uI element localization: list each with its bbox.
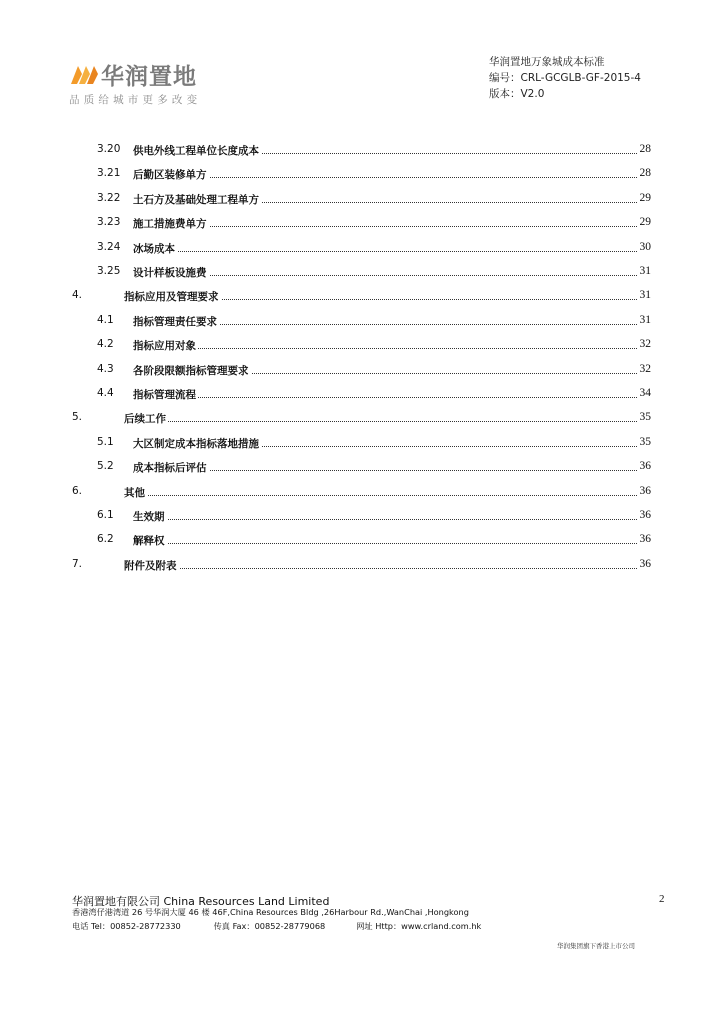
company-logo (69, 58, 239, 106)
toc-entry-page: 31 (639, 265, 651, 277)
toc-entry-number: 3.25 (97, 265, 121, 277)
footer-contact (72, 921, 481, 932)
toc-leader-dots (133, 225, 637, 227)
toc-entry[interactable] (0, 436, 724, 452)
footer-address: 香港湾仔港湾道 26 号华润大厦 46 楼 46F,China Resources Bldg ,26Harbour Rd.,WanChai ,Hongkong (72, 907, 469, 917)
toc-entry-page: 28 (639, 167, 651, 179)
logo-text: 华润置地 (101, 64, 197, 90)
toc-entry-title: 供电外线工程单位长度成本 (133, 145, 259, 157)
toc-entry[interactable] (0, 314, 724, 330)
page-number: 2 (659, 893, 665, 905)
toc-entry[interactable] (0, 289, 724, 305)
toc-entry-number: 6.2 (97, 533, 114, 545)
toc-entry-page: 35 (639, 411, 651, 423)
toc-entry[interactable] (0, 241, 724, 257)
toc-entry-title: 指标应用对象 (133, 340, 196, 352)
toc-entry[interactable] (0, 558, 724, 574)
toc-entry-page: 35 (639, 436, 651, 448)
toc-entry-title: 附件及附表 (124, 560, 177, 572)
toc-entry-page: 28 (639, 143, 651, 155)
toc-entry[interactable] (0, 216, 724, 232)
toc-entry[interactable] (0, 192, 724, 208)
toc-entry-number: 6. (72, 485, 83, 497)
toc-entry-title: 土石方及基础处理工程单方 (133, 194, 259, 206)
toc-entry-page: 36 (639, 485, 651, 497)
toc-entry-title: 指标管理责任要求 (133, 316, 217, 328)
toc-entry-number: 3.22 (97, 192, 121, 204)
toc-leader-dots (124, 494, 637, 496)
toc-entry-page: 36 (639, 509, 651, 521)
toc-leader-dots (133, 347, 637, 349)
doc-title: 华润置地万象城成本标准 (489, 56, 605, 68)
toc-entry-title: 后续工作 (124, 413, 166, 425)
toc-leader-dots (133, 250, 637, 252)
doc-number: 编号：CRL-GCGLB-GF-2015-4 (489, 72, 641, 84)
toc-entry[interactable] (0, 460, 724, 476)
footer-fax: 传真 Fax：00852-28779068 (213, 921, 326, 931)
toc-entry-title: 解释权 (133, 535, 165, 547)
footer-company: 华润置地有限公司 China Resources Land Limited (72, 895, 330, 908)
toc-entry-page: 36 (639, 558, 651, 570)
toc-entry-page: 30 (639, 241, 651, 253)
toc-entry-title: 成本指标后评估 (133, 462, 207, 474)
toc-entry-page: 36 (639, 533, 651, 545)
toc-entry[interactable] (0, 338, 724, 354)
toc-leader-dots (124, 567, 637, 569)
toc-entry-number: 6.1 (97, 509, 114, 521)
toc-entry-title: 冰场成本 (133, 243, 175, 255)
toc-entry-number: 4. (72, 289, 83, 301)
toc-entry-title: 指标管理流程 (133, 389, 196, 401)
toc-entry-number: 5.2 (97, 460, 114, 472)
toc-entry-page: 36 (639, 460, 651, 472)
toc-entry-number: 7. (72, 558, 83, 570)
toc-entry-number: 3.24 (97, 241, 121, 253)
toc-entry-title: 生效期 (133, 511, 165, 523)
toc-entry-number: 3.21 (97, 167, 121, 179)
toc-entry-page: 34 (639, 387, 651, 399)
toc-leader-dots (133, 396, 637, 398)
toc-entry-number: 5.1 (97, 436, 114, 448)
toc-entry-number: 4.3 (97, 363, 114, 375)
toc-entry-title: 指标应用及管理要求 (124, 291, 219, 303)
toc-leader-dots (133, 518, 637, 520)
toc-entry-page: 32 (639, 338, 651, 350)
toc-entry[interactable] (0, 411, 724, 427)
toc-entry[interactable] (0, 533, 724, 549)
toc-entry[interactable] (0, 387, 724, 403)
toc-entry[interactable] (0, 167, 724, 183)
footer-web: 网址 Http：www.crland.com.hk (356, 921, 482, 931)
toc-leader-dots (133, 542, 637, 544)
toc-entry-number: 5. (72, 411, 83, 423)
toc-entry-number: 4.4 (97, 387, 114, 399)
toc-entry[interactable] (0, 143, 724, 159)
toc-entry-number: 4.2 (97, 338, 114, 350)
toc-entry-title: 后勤区装修单方 (133, 169, 207, 181)
document-header-info (489, 54, 641, 102)
toc-entry[interactable] (0, 363, 724, 379)
toc-entry-page: 31 (639, 314, 651, 326)
toc-entry-title: 设计样板设施费 (133, 267, 207, 279)
toc-leader-dots (133, 176, 637, 178)
toc-entry-title: 大区制定成本指标落地措施 (133, 438, 259, 450)
toc-entry-page: 29 (639, 216, 651, 228)
toc-entry-title: 施工措施费单方 (133, 218, 207, 230)
toc-entry-title: 各阶段限额指标管理要求 (133, 365, 249, 377)
toc-entry[interactable] (0, 485, 724, 501)
toc-leader-dots (133, 274, 637, 276)
toc-entry-number: 3.20 (97, 143, 121, 155)
toc-entry-number: 3.23 (97, 216, 121, 228)
logo-mark-icon (69, 60, 99, 86)
toc-entry-page: 31 (639, 289, 651, 301)
toc-leader-dots (124, 420, 637, 422)
footer-note: 华润集团旗下香港上市公司 (557, 942, 635, 950)
toc-entry-page: 32 (639, 363, 651, 375)
toc-entry-title: 其他 (124, 487, 145, 499)
toc-entry-page: 29 (639, 192, 651, 204)
toc-entry[interactable] (0, 265, 724, 281)
doc-version: 版本：V2.0 (489, 88, 545, 100)
toc-entry[interactable] (0, 509, 724, 525)
footer-tel: 电话 Tel：00852-28772330 (72, 921, 181, 931)
toc-leader-dots (133, 469, 637, 471)
logo-slogan: 品质给城市更多改变 (69, 94, 202, 106)
toc-entry-number: 4.1 (97, 314, 114, 326)
